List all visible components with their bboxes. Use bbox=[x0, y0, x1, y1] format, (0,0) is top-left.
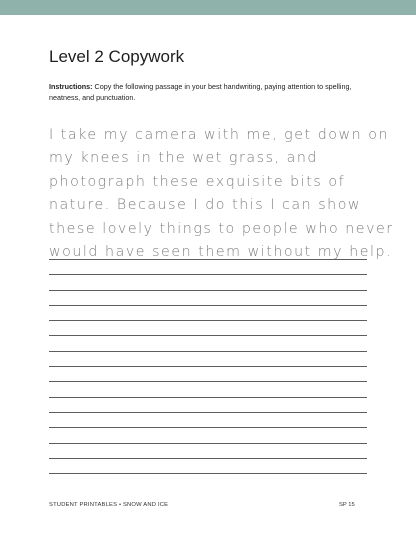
writing-line[interactable] bbox=[49, 320, 367, 321]
writing-line[interactable] bbox=[49, 473, 367, 474]
copywork-passage bbox=[49, 124, 394, 264]
instructions-text: Copy the following passage in your best handwriting, paying attention to spelling, neatness, and punctuation. bbox=[49, 82, 352, 102]
footer-source: STUDENT PRINTABLES • SNOW AND ICE bbox=[49, 502, 169, 508]
passage-line: would have seen them without my help. bbox=[49, 243, 393, 260]
passage-line: I take my camera with me, get down on bbox=[49, 127, 390, 143]
writing-line[interactable] bbox=[49, 412, 367, 413]
passage-line: photograph these exquisite bits of bbox=[49, 173, 346, 190]
instructions bbox=[49, 82, 369, 104]
page-title: Level 2 Copywork bbox=[49, 47, 185, 66]
writing-line[interactable] bbox=[49, 274, 367, 275]
instructions-label: Instructions: bbox=[49, 82, 93, 91]
writing-line[interactable] bbox=[49, 427, 367, 428]
writing-line[interactable] bbox=[49, 290, 367, 291]
writing-line[interactable] bbox=[49, 351, 367, 352]
passage-line: these lovely things to people who never bbox=[49, 220, 394, 237]
writing-line[interactable] bbox=[49, 443, 367, 444]
writing-line[interactable] bbox=[49, 366, 367, 367]
handwriting-lines bbox=[49, 259, 367, 488]
passage-line: my knees in the wet grass, and bbox=[49, 150, 318, 167]
writing-line[interactable] bbox=[49, 381, 367, 382]
writing-line[interactable] bbox=[49, 397, 367, 398]
writing-line[interactable] bbox=[49, 259, 367, 260]
passage-line: nature. Because I do this I can show bbox=[49, 197, 362, 214]
top-color-band bbox=[0, 0, 416, 15]
writing-line[interactable] bbox=[49, 458, 367, 459]
writing-line[interactable] bbox=[49, 305, 367, 306]
footer-page-number: SP 15 bbox=[339, 502, 355, 508]
writing-line[interactable] bbox=[49, 335, 367, 336]
